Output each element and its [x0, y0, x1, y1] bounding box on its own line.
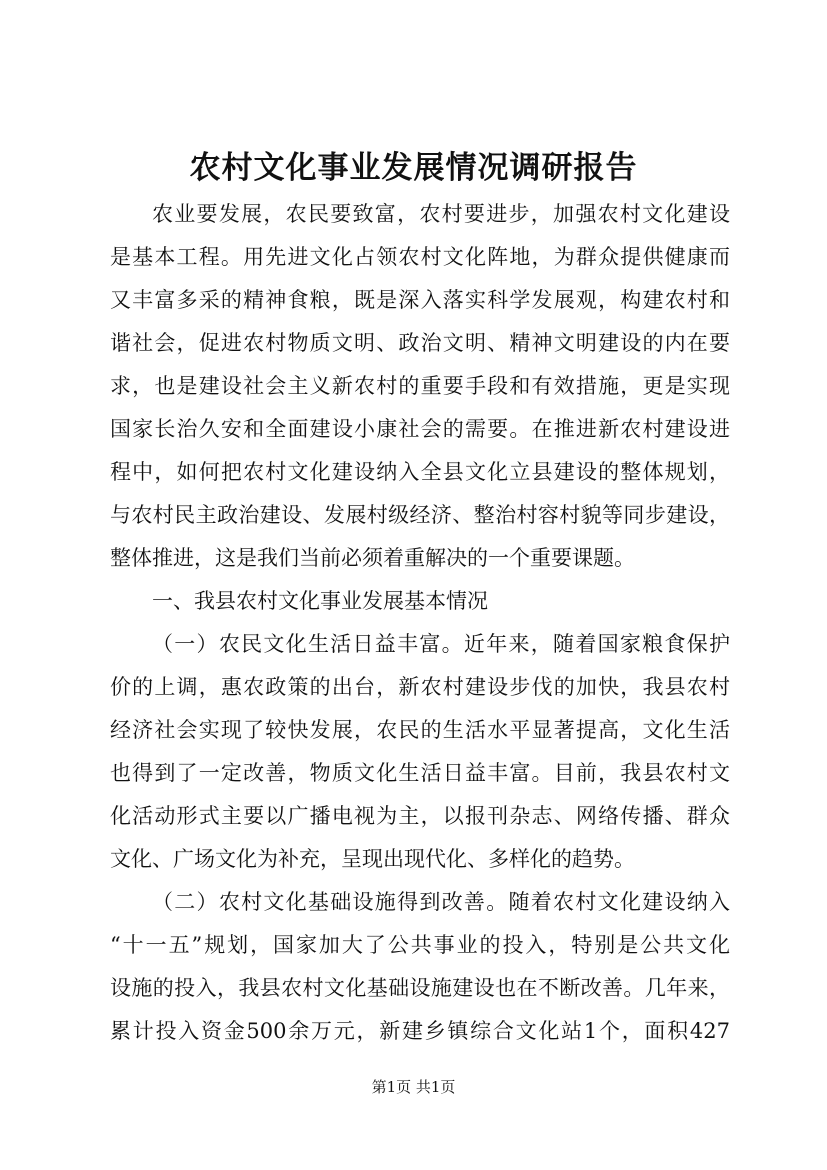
paragraph-line: 谐社会，促进农村物质文明、政治文明、精神文明建设的内在要 [110, 331, 730, 355]
section-heading: 一、我县农村文化事业发展基本情况 [152, 589, 488, 613]
paragraph-line: 是基本工程。用先进文化占领农村文化阵地，为群众提供健康而 [110, 245, 730, 269]
page-number-footer: 第1页 共1页 [371, 1078, 456, 1096]
document-title: 农村文化事业发展情况调研报告 [189, 150, 638, 186]
paragraph-line: 又丰富多采的精神食粮，既是深入落实科学发展观，构建农村和 [110, 288, 730, 312]
paragraph-line: 价的上调，惠农政策的出台，新农村建设步伐的加快，我县农村 [110, 675, 730, 699]
paragraph-line: “十一五”规划，国家加大了公共事业的投入，特别是公共文化 [110, 933, 730, 957]
paragraph-line: 化活动形式主要以广播电视为主，以报刊杂志、网络传播、群众 [110, 804, 730, 828]
paragraph-line: 国家长治久安和全面建设小康社会的需要。在推进新农村建设进 [110, 417, 730, 441]
paragraph-line: 设施的投入，我县农村文化基础设施建设也在不断改善。几年来， [110, 976, 730, 1000]
paragraph-line: （一）农民文化生活日益丰富。近年来，随着国家粮食保护 [152, 632, 730, 656]
paragraph-line: 程中，如何把农村文化建设纳入全县文化立县建设的整体规划， [110, 460, 730, 484]
paragraph-line: 求，也是建设社会主义新农村的重要手段和有效措施，更是实现 [110, 374, 730, 398]
paragraph-line: 累计投入资金500余万元，新建乡镇综合文化站1个，面积427 [110, 1019, 730, 1043]
paragraph-line: 与农村民主政治建设、发展村级经济、整治村容村貌等同步建设， [110, 503, 730, 527]
paragraph-line: 也得到了一定改善，物质文化生活日益丰富。目前，我县农村文 [110, 761, 730, 785]
paragraph-line: 农业要发展，农民要致富，农村要进步，加强农村文化建设 [152, 202, 730, 226]
paragraph-line: 文化、广场文化为补充，呈现出现代化、多样化的趋势。 [110, 847, 635, 871]
paragraph-line: 整体推进，这是我们当前必须着重解决的一个重要课题。 [110, 546, 635, 570]
paragraph-line: （二）农村文化基础设施得到改善。随着农村文化建设纳入 [152, 890, 730, 914]
document-body [110, 193, 730, 1053]
paragraph-line: 经济社会实现了较快发展，农民的生活水平显著提高，文化生活 [110, 718, 730, 742]
